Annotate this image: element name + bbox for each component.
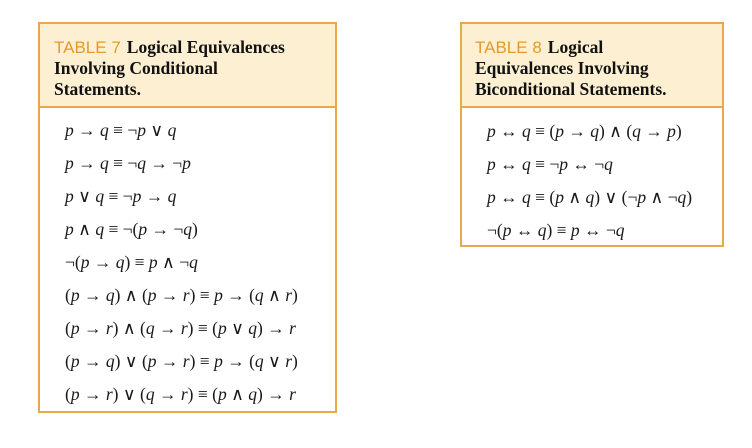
table-7-title-text-1: Logical Equivalences [126,37,285,57]
equivalence-row: (p → q) ∧ (p → r) ≡ p → (q ∧ r) [65,285,298,305]
table-8-title-line-1 [475,37,722,58]
table-8-title-line-2: Equivalences Involving [475,58,649,78]
table-8-header [462,24,722,108]
table-8 [460,22,724,247]
table-7-number: TABLE 7 [54,38,121,57]
table-8-title-line-3: Biconditional Statements. [475,79,667,99]
table-8-title-text-1: Logical [547,37,604,57]
table-7 [38,22,337,413]
table-7-header [40,24,335,108]
equivalence-row: p → q ≡ ¬p ∨ q [65,120,177,140]
equivalence-row: ¬(p ↔ q) ≡ p ↔ ¬q [487,220,625,240]
equivalence-row: p → q ≡ ¬q → ¬p [65,153,191,173]
table-8-number: TABLE 8 [475,38,542,57]
equivalence-row: (p → r) ∧ (q → r) ≡ (p ∨ q) → r [65,318,296,338]
equivalence-row: p ↔ q ≡ (p → q) ∧ (q → p) [487,121,682,141]
equivalence-row: p ∧ q ≡ ¬(p → ¬q) [65,219,198,239]
equivalence-row: p ↔ q ≡ ¬p ↔ ¬q [487,154,613,174]
table-7-title-line-1 [54,37,335,58]
equivalence-row: p ↔ q ≡ (p ∧ q) ∨ (¬p ∧ ¬q) [487,187,693,207]
equivalence-row: p ∨ q ≡ ¬p → q [65,186,177,206]
equivalence-row: (p → q) ∨ (p → r) ≡ p → (q ∨ r) [65,351,298,371]
equivalence-row: (p → r) ∨ (q → r) ≡ (p ∧ q) → r [65,384,296,404]
table-7-title-line-3: Statements. [54,79,141,99]
equivalence-row: ¬(p → q) ≡ p ∧ ¬q [65,252,198,272]
table-7-title-line-2: Involving Conditional [54,58,218,78]
